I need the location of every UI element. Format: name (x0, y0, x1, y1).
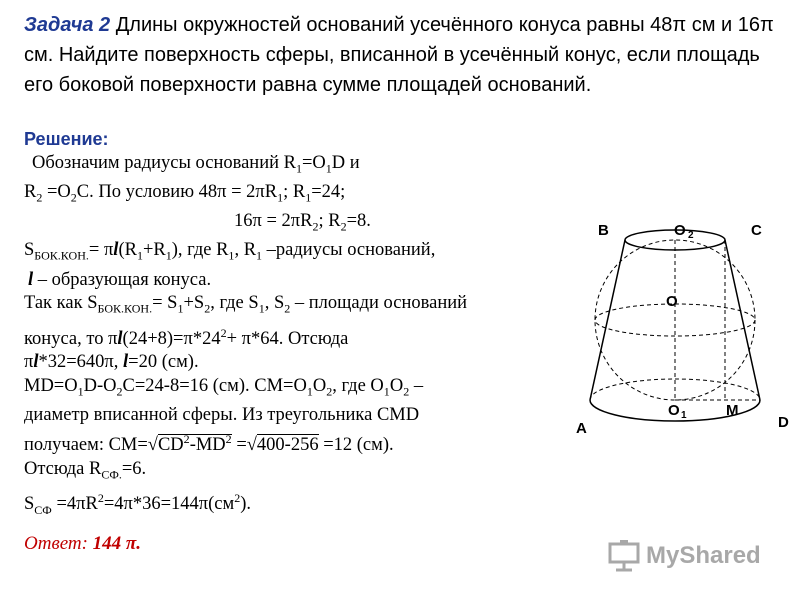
sub: 1 (306, 384, 313, 399)
solution-line-8 (24, 351, 594, 375)
var-l: l (123, 352, 129, 373)
text: S (24, 240, 35, 261)
text: =√ (231, 434, 257, 455)
text: =O (42, 181, 71, 202)
label-o: O (666, 293, 678, 310)
text: + π*64. Отсюда (226, 328, 349, 349)
text: получаем: CM=√ (24, 434, 158, 455)
sub: 1 (177, 302, 184, 316)
text: C. По условию 48π = 2πR (76, 181, 278, 202)
sub: 1 (277, 190, 284, 205)
text: =O (301, 152, 326, 173)
solution-line-1 (24, 152, 594, 181)
text: π (24, 352, 34, 373)
text: +S (183, 293, 205, 314)
solution-line-12 (24, 458, 594, 487)
text: , R (234, 240, 257, 261)
sub: 1 (136, 249, 143, 264)
answer-value: 144 π. (92, 533, 142, 554)
sub: БОК.КОН. (97, 302, 153, 316)
sub: 2 (340, 219, 347, 234)
label-d: D (778, 414, 789, 431)
sub: СФ (34, 502, 52, 517)
label-c: C (751, 222, 762, 239)
solution-line-7 (24, 322, 594, 352)
text: – образующая конуса. (33, 269, 212, 290)
sub: СФ. (101, 467, 122, 482)
text: O (389, 375, 404, 396)
sub: 1 (305, 190, 312, 205)
text: S (24, 494, 35, 514)
sub: 1 (383, 384, 390, 399)
solution-block (24, 128, 594, 522)
sub: БОК.КОН. (34, 249, 89, 264)
label-o2: O (674, 222, 686, 239)
text: ), где R (171, 240, 229, 261)
text: R (24, 181, 37, 202)
text: ; R (283, 181, 306, 202)
var-l: l (28, 269, 34, 290)
solution-line-3 (24, 210, 594, 239)
text: Обозначим радиусы оснований R (32, 152, 296, 173)
sub: 1 (165, 249, 172, 264)
sub: 2 (326, 384, 333, 399)
text: 400-256 (256, 434, 319, 455)
text: CD (157, 434, 184, 455)
sup: 2 (97, 490, 104, 505)
solution-line-13 (24, 487, 594, 522)
var-l: l (113, 240, 119, 261)
sup: 2 (234, 490, 241, 505)
solution-heading: Решение: (24, 129, 109, 149)
label-b: B (598, 222, 609, 239)
text: = S (152, 293, 178, 314)
text: (24+8)=π*24 (122, 328, 221, 349)
text: =6. (121, 458, 147, 479)
sub: 2 (36, 190, 43, 205)
text: , S (264, 293, 285, 314)
solution-line-6 (24, 292, 594, 321)
text: ; R (318, 211, 341, 232)
label-a: A (576, 420, 587, 437)
solution-line-2 (24, 181, 594, 210)
text: D и (331, 152, 360, 173)
sub: 1 (295, 161, 302, 176)
text: =24; (311, 181, 346, 202)
solution-line-5 (24, 269, 594, 293)
text: =4πR (51, 494, 98, 514)
text: =12 (см). (318, 434, 394, 455)
label-o1-sub: 1 (681, 410, 687, 421)
sub: 1 (325, 161, 332, 176)
text: – (409, 375, 424, 396)
text: MD=O (24, 375, 78, 396)
sub: 1 (77, 384, 84, 399)
text: +R (142, 240, 166, 261)
text: =4π*36=144π(см (103, 494, 235, 514)
text: =20 (см). (128, 352, 199, 373)
solution-line-4 (24, 239, 594, 268)
task-statement (24, 10, 784, 100)
sup: 2 (183, 431, 190, 446)
answer (24, 533, 141, 555)
text: O (312, 375, 327, 396)
text: Отсюда R (24, 458, 102, 479)
sup: 2 (220, 325, 227, 340)
label-o1: O (668, 402, 680, 419)
presentation-board-icon (608, 538, 642, 572)
sub: 2 (116, 384, 123, 399)
solution-line-10: диаметр вписанной сферы. Из треугольника CMD (24, 405, 420, 426)
text: -MD (189, 434, 226, 455)
sub: 2 (284, 302, 291, 316)
sub: 1 (256, 249, 263, 264)
text: , где O (332, 375, 384, 396)
solution-line-9 (24, 375, 594, 404)
text: = π (88, 240, 114, 261)
text: – площади оснований (290, 293, 468, 314)
text: (R (118, 240, 137, 261)
logo-text: MyShared (646, 542, 761, 569)
sup: 2 (225, 431, 232, 446)
sub: 1 (258, 302, 265, 316)
text: конуса, то π (24, 328, 118, 349)
label-m: M (726, 402, 739, 419)
text: –радиусы оснований, (262, 240, 436, 261)
answer-label: Ответ: (24, 533, 93, 554)
text: D-O (83, 375, 117, 396)
label-o2-sub: 2 (688, 230, 694, 241)
frustum-figure (568, 210, 798, 450)
text: C=24-8=16 (см). CM=O (122, 375, 307, 396)
var-l: l (33, 352, 39, 373)
text: 16π = 2πR (234, 211, 313, 232)
task-text: Длины окружностей оснований усечённого конуса равны 48π см и 16π см. Найдите поверхность сферы, вписанной в усечённый конус, если площадь его боковой поверхности равна сумме площадей оснований. (24, 14, 774, 96)
text: Так как S (24, 293, 98, 314)
text: =8. (346, 211, 371, 232)
generatrix-ab (590, 240, 625, 400)
text: *32=640π, (38, 352, 124, 373)
sub: 2 (312, 219, 319, 234)
var-l: l (117, 328, 123, 349)
sub: 2 (70, 190, 77, 205)
task-label: Задача 2 (24, 14, 111, 36)
sub: 2 (403, 384, 410, 399)
sub: 2 (204, 302, 211, 316)
text: , где S (210, 293, 259, 314)
text: ). (240, 494, 252, 514)
myshared-logo (606, 536, 776, 576)
sub: 1 (228, 249, 235, 264)
solution-line-11 (24, 428, 594, 458)
